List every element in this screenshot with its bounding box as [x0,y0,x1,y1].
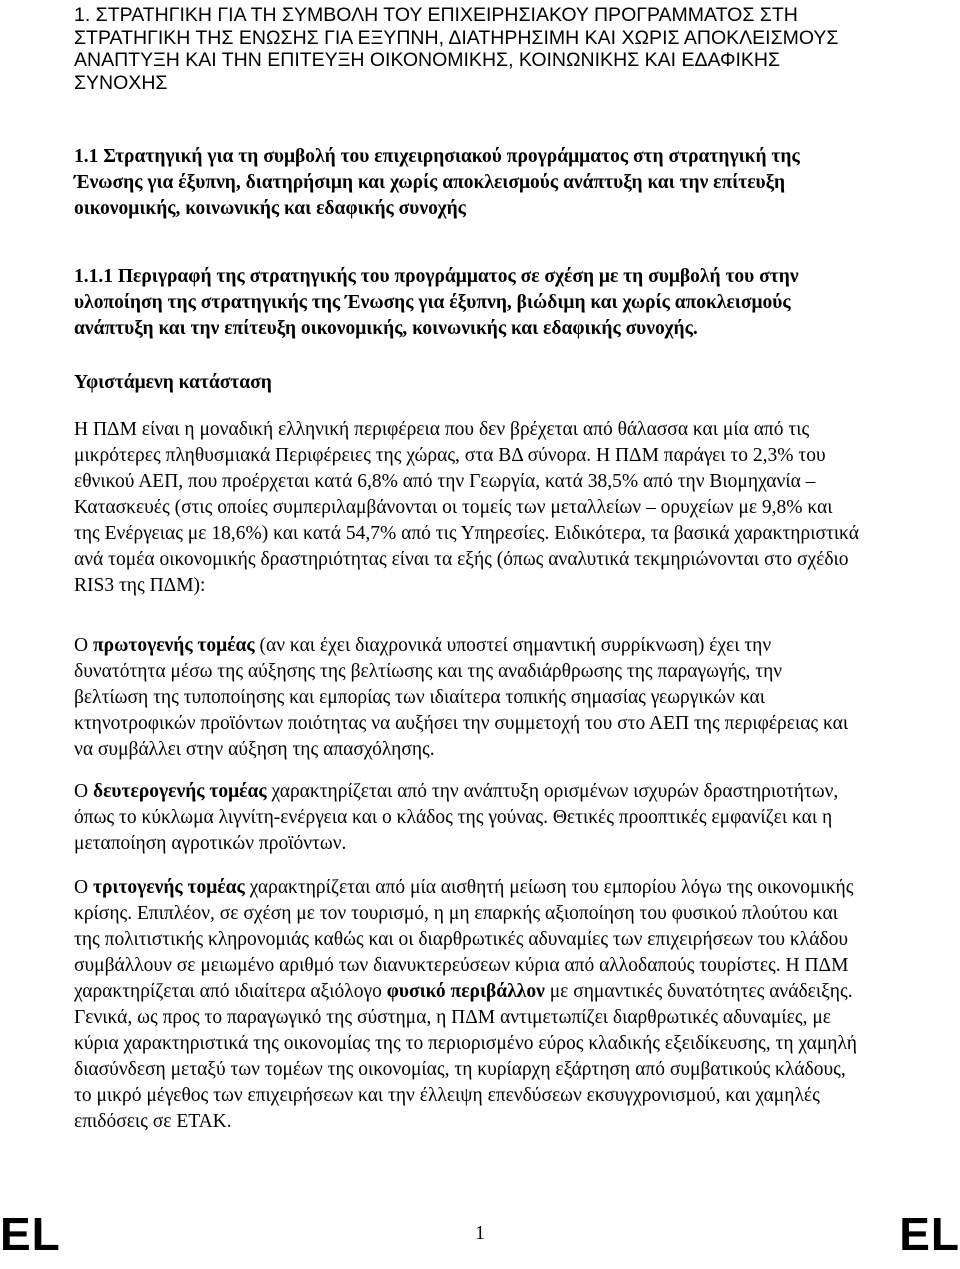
section-title: Υφιστάμενη κατάσταση [74,372,272,393]
term-tertiary-sector: τριτογενής τομέας [92,877,245,898]
paragraph-lead: Ο [74,635,93,656]
paragraph-current-situation: Η ΠΔΜ είναι η μοναδική ελληνική περιφέρεια που δεν βρέχεται από θάλασσα και μία από τις μικρότερες πληθυσμιακά Περιφέρειες της χώρας, στα ΒΔ σύνορα. Η ΠΔΜ παράγει το 2,3% του εθνικού ΑΕΠ, που προέρχεται κατά 6,8% από την Γεωργία, κατά 38,5% από την Βιομηχανία – Κατασκευές (στις οποίες συμπεριλαμβάνονται οι τομείς των μεταλλείων – ορυχείων με 9,8% και της Ενέργειας με 18,6%) και κατά 54,7% από τις Υπηρεσίες. Ειδικότερα, τα βασικά χαρακτηριστικά ανά τομέα οικονομικής δραστηριότητας είναι τα εξής (όπως αναλυτικά τεκμηριώνονται στο σχέδιο RIS3 της ΠΔΜ): [74,419,859,596]
paragraph-text: χαρακτηρίζεται από μία αισθητή μείωση του εμπορίου λόγω της οικονομικής κρίσης. Επιπλέον, σε σχέση με τον τουρισμό, η μη επαρκής αξιοποίηση του φυσικού πλούτου και της πολιτιστικής κληρονομιάς καθώς και οι διαρθρωτικές αδυναμίες των επιχειρήσεων του κλάδου συμβάλλουν σε μειωμένο αριθμό των διανυκτερεύσεων κύρια από αλλοδαπούς τουρίστες. Η ΠΔΜ χαρακτηρίζεται από ιδιαίτερα αξιόλογο [74,877,854,1002]
paragraph-lead: Ο [74,877,93,898]
page-number: 1 [475,1223,485,1244]
paragraph-text: χαρακτηρίζεται από την ανάπτυξη ορισμένων ισχυρών δραστηριοτήτων, όπως το κύκλωμα λιγνίτη-ενέργεια και ο κλάδος της γούνας. Θετικές προοπτικές εμφανίζει και η μεταποίηση αγροτικών προϊόντων. [74,781,839,854]
paragraph-text: (αν και έχει διαχρονικά υποστεί σημαντική συρρίκνωση) έχει την δυνατότητα μέσω της αύξησης της βελτίωσης και της αναδιάρθρωσης της παραγωγής, την βελτίωση της τυποποίησης και εμπορίας των ιδιαίτερα τοπικής σημασίας γεωργικών και κτηνοτροφικών προϊόντων ποιότητας να αυξήσει την συμμετοχή του στο ΑΕΠ της περιφέρειας και να συμβάλλει στην αύξηση της απασχόλησης. [74,635,849,760]
paragraph-primary-sector [74,633,860,763]
term-natural-environment: φυσικό περιβάλλον [386,981,545,1002]
paragraph-tertiary-sector [74,875,860,1135]
main-heading: 1. ΣΤΡΑΤΗΓΙΚΗ ΓΙΑ ΤΗ ΣΥΜΒΟΛΗ ΤΟΥ ΕΠΙΧΕΙΡΗΣΙΑΚΟΥ ΠΡΟΓΡΑΜΜΑΤΟΣ ΣΤΗ ΣΤΡΑΤΗΓΙΚΗ ΤΗΣ ΕΝΩΣΗΣ ΓΙΑ ΕΞΥΠΝΗ, ΔΙΑΤΗΡΗΣΙΜΗ ΚΑΙ ΧΩΡΙΣ ΑΠΟΚΛΕΙΣΜΟΥΣ ΑΝΑΠΤΥΞΗ ΚΑΙ ΤΗΝ ΕΠΙΤΕΥΞΗ ΟΙΚΟΝΟΜΙΚΗΣ, ΚΟΙΝΩΝΙΚΗΣ ΚΑΙ ΕΔΑΦΙΚΗΣ ΣΥΝΟΧΗΣ [74,4,839,94]
term-secondary-sector: δευτερογενής τομέας [92,781,267,802]
subsection-heading: 1.1.1 Περιγραφή της στρατηγικής του προγράμματος σε σχέση με τη συμβολή του στην υλοποίηση της στρατηγικής της Ένωσης για έξυπνη, βιώδιμη και χωρίς αποκλεισμούς ανάπτυξη και την επίτευξη οικονομικής, κοινωνικής και εδαφικής συνοχής. [74,266,799,339]
footer-language-right: EL [899,1208,960,1260]
footer-language-left: EL [0,1208,61,1260]
paragraph-text: με σημαντικές δυνατότητες ανάδειξης. Γενικά, ως προς το παραγωγικό της σύστημα, η ΠΔΜ αντιμετωπίζει διαρθρωτικές αδυναμίες, με κύρια χαρακτηριστικά της οικονομίας της το περιορισμένο εύρος κλαδικής εξειδίκευσης, τη χαμηλή διασύνδεση μεταξύ των τομέων της οικονομίας, τη κυρίαρχη εξάρτηση από συμβατικούς κλάδους, το μικρό μέγεθος των επιχειρήσεων και την έλλειψη επενδύσεων εκσυγχρονισμού, και χαμηλές επιδόσεις σε ΕΤΑΚ. [74,981,857,1132]
paragraph-lead: Ο [74,781,93,802]
paragraph-secondary-sector [74,779,860,857]
term-primary-sector: πρωτογενής τομέας [92,635,255,656]
section-heading: 1.1 Στρατηγική για τη συμβολή του επιχειρησιακού προγράμματος στη στρατηγική της Ένωσης για έξυπνη, διατηρήσιμη και χωρίς αποκλεισμούς ανάπτυξη και την επίτευξη οικονομικής, κοινωνικής και εδαφικής συνοχής [74,146,800,219]
